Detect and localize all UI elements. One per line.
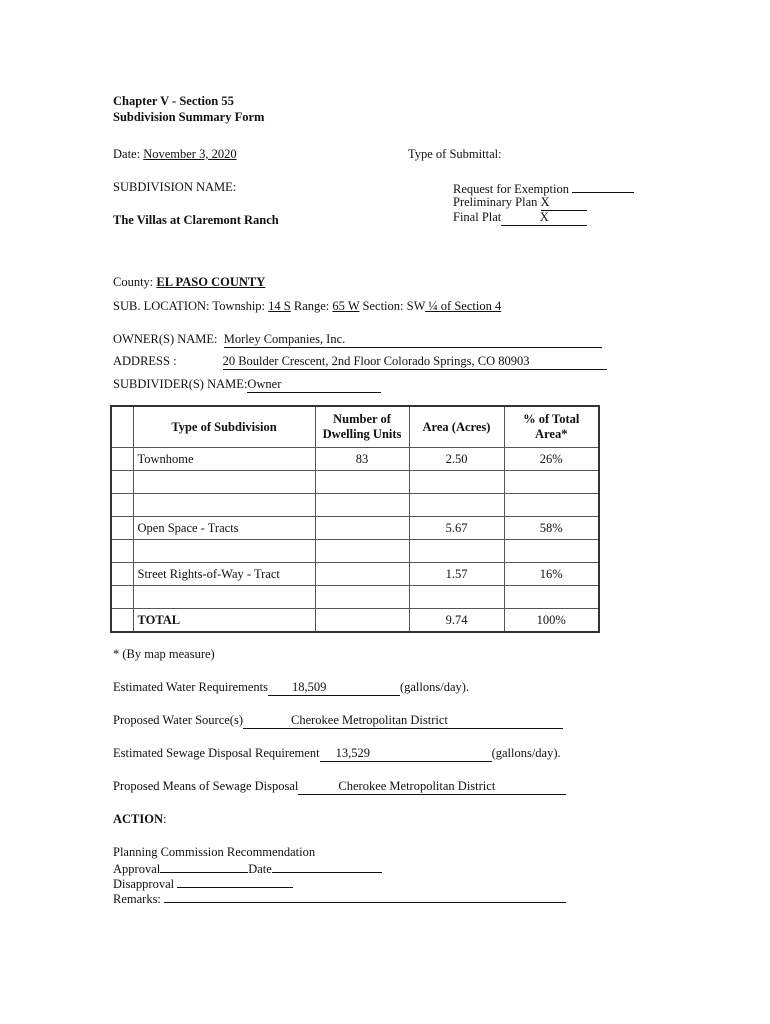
date-label-approval: Date	[248, 862, 272, 876]
submittal-title: Type of Submittal:	[408, 147, 502, 161]
subdivision-name: The Villas at Claremont Ranch	[113, 213, 279, 227]
owner-row	[113, 332, 602, 348]
remarks-blank	[164, 890, 566, 903]
preliminary-mark: X	[541, 195, 587, 211]
county-value: EL PASO COUNTY	[156, 275, 266, 289]
cell-units	[315, 563, 409, 586]
sewage-req-unit: (gallons/day).	[491, 746, 561, 760]
table-row	[111, 540, 599, 563]
water-source-row	[113, 713, 563, 729]
remarks-row	[113, 890, 566, 907]
cell-percent: 58%	[504, 517, 599, 540]
table-header-row	[111, 406, 599, 448]
location-row	[113, 299, 501, 314]
water-source-value: Cherokee Metropolitan District	[243, 713, 563, 729]
submittal-final-row	[453, 210, 587, 226]
section-label: Section: SW	[359, 299, 426, 313]
cell-area: 1.57	[409, 563, 504, 586]
county-label: County:	[113, 275, 157, 289]
action-label: ACTION	[113, 812, 164, 826]
header-type: Type of Subdivision	[133, 406, 315, 448]
water-source-label: Proposed Water Source(s)	[113, 713, 243, 727]
cell-type	[133, 471, 315, 494]
chapter-title: Chapter V - Section 55	[113, 94, 234, 108]
approval-label: Approval	[113, 862, 161, 876]
cell-units	[315, 494, 409, 517]
address-row	[113, 354, 607, 370]
water-req-row	[113, 680, 469, 696]
cell-units	[315, 586, 409, 609]
footnote: * (By map measure)	[113, 647, 215, 661]
subdivider-row	[113, 377, 381, 393]
date-row	[113, 147, 237, 162]
cell-area: 5.67	[409, 517, 504, 540]
subdivision-label: SUBDIVISION NAME:	[113, 180, 237, 194]
table-row	[111, 586, 599, 609]
exemption-label: Request for Exemption	[453, 182, 569, 196]
table-corner-cell	[111, 406, 133, 448]
cell-type: Townhome	[133, 448, 315, 471]
subdivision-table	[110, 405, 600, 633]
final-label: Final Plat	[453, 210, 502, 224]
final-mark: X	[501, 210, 587, 226]
cell-area: 2.50	[409, 448, 504, 471]
cell-type: Street Rights-of-Way - Tract	[133, 563, 315, 586]
disapproval-label: Disapproval	[113, 877, 175, 891]
date-label: Date:	[113, 147, 144, 161]
sewage-req-value: 13,529	[320, 746, 492, 762]
address-value: 20 Boulder Crescent, 2nd Floor Colorado Springs, CO 80903	[223, 354, 607, 370]
cell-area	[409, 586, 504, 609]
sewage-req-row	[113, 746, 561, 762]
cell-percent	[504, 471, 599, 494]
exemption-blank	[572, 180, 634, 193]
action-heading: ACTION:	[113, 812, 167, 826]
county-row	[113, 275, 265, 290]
header-percent: % of Total Area*	[504, 406, 599, 448]
table-row	[111, 563, 599, 586]
section-value: ¼ of Section 4	[425, 299, 502, 313]
cell-type: TOTAL	[133, 609, 315, 633]
sewage-req-label: Estimated Sewage Disposal Requirement	[113, 746, 320, 760]
date-value: November 3, 2020	[143, 147, 237, 161]
approval-date-blank	[272, 860, 382, 873]
range-label: Range:	[290, 299, 333, 313]
owner-value: Morley Companies, Inc.	[224, 332, 602, 348]
table-row	[111, 448, 599, 471]
cell-units: 83	[315, 448, 409, 471]
cell-area	[409, 494, 504, 517]
cell-area	[409, 471, 504, 494]
table-total-row	[111, 609, 599, 633]
address-label: ADDRESS :	[113, 354, 177, 368]
owner-label: OWNER(S) NAME:	[113, 332, 224, 346]
cell-percent	[504, 586, 599, 609]
subdivider-label: SUBDIVIDER(S) NAME:	[113, 377, 248, 391]
cell-type	[133, 540, 315, 563]
subdivider-value: Owner	[247, 377, 381, 393]
cell-type	[133, 494, 315, 517]
cell-area: 9.74	[409, 609, 504, 633]
header-area: Area (Acres)	[409, 406, 504, 448]
planning-title: Planning Commission Recommendation	[113, 845, 316, 859]
cell-units	[315, 517, 409, 540]
form-title: Subdivision Summary Form	[113, 110, 265, 124]
cell-percent	[504, 540, 599, 563]
header-units: Number of Dwelling Units	[315, 406, 409, 448]
cell-units	[315, 609, 409, 633]
water-req-unit: (gallons/day).	[399, 680, 470, 694]
cell-percent: 26%	[504, 448, 599, 471]
cell-percent: 16%	[504, 563, 599, 586]
preliminary-label: Preliminary Plan	[453, 195, 538, 209]
submittal-preliminary-row	[453, 195, 587, 211]
range-value: 65 W	[332, 299, 360, 313]
cell-percent: 100%	[504, 609, 599, 633]
cell-type	[133, 586, 315, 609]
cell-area	[409, 540, 504, 563]
remarks-label: Remarks:	[113, 892, 161, 906]
cell-type: Open Space - Tracts	[133, 517, 315, 540]
sewage-means-value: Cherokee Metropolitan District	[298, 779, 566, 795]
sewage-means-row	[113, 779, 566, 795]
sewage-means-label: Proposed Means of Sewage Disposal	[113, 779, 299, 793]
location-label: SUB. LOCATION: Township:	[113, 299, 269, 313]
table-row	[111, 471, 599, 494]
cell-units	[315, 471, 409, 494]
table-row	[111, 494, 599, 517]
water-req-value: 18,509	[268, 680, 400, 696]
disapproval-blank	[177, 875, 293, 888]
cell-percent	[504, 494, 599, 517]
table-row	[111, 517, 599, 540]
township-value: 14 S	[268, 299, 291, 313]
cell-units	[315, 540, 409, 563]
water-req-label: Estimated Water Requirements	[113, 680, 268, 694]
approval-blank	[160, 860, 248, 873]
